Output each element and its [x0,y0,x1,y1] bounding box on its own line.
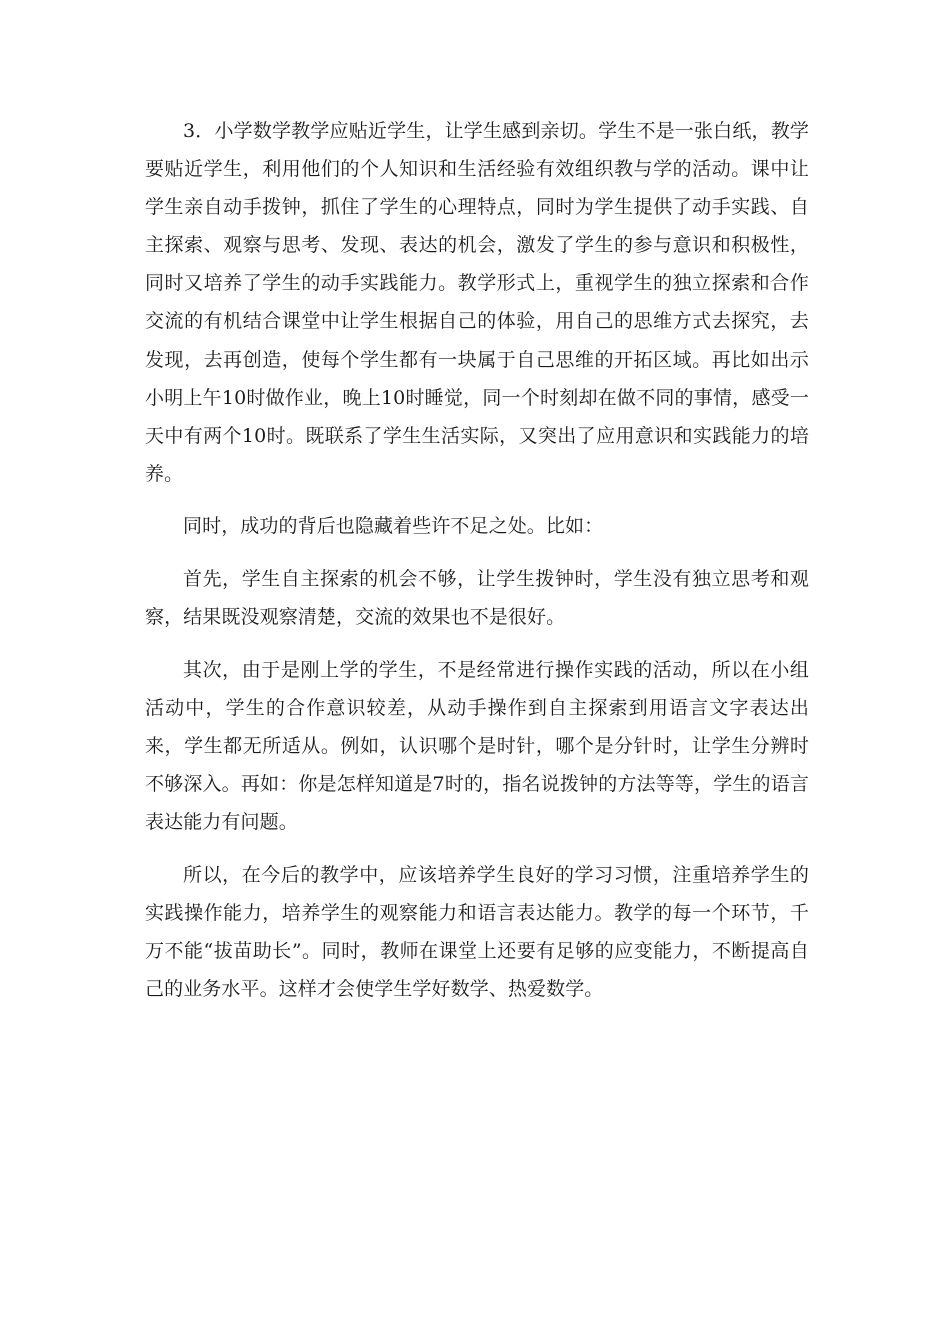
paragraph-4: 其次，由于是刚上学的学生，不是经常进行操作实践的活动，所以在小组活动中，学生的合作意识较差，从动手操作到自主探索到用语言文字表达出来，学生都无所适从。例如，认识哪个是时针，哪个是分针时，让学生分辨时不够深入。再如：你是怎样知道是7时的，指名说拨钟的方法等等，学生的语言表达能力有问题。 [145,658,809,834]
paragraph-3: 首先，学生自主探索的机会不够，让学生拨钟时，学生没有独立思考和观察，结果既没观察清楚，交流的效果也不是很好。 [145,568,809,629]
paragraph-2: 同时，成功的背后也隐藏着些许不足之处。比如： [183,515,604,538]
paragraph-5: 所以，在今后的教学中，应该培养学生良好的学习习惯，注重培养学生的实践操作能力，培养学生的观察能力和语言表达能力。教学的每一个环节，千万不能“拔苗助长”。同时，教师在课堂上还要有足够的应变能力，不断提高自己的业务水平。这样才会使学生学好数学、热爱数学。 [145,863,809,1000]
paragraph-1: 3．小学数学教学应贴近学生，让学生感到亲切。学生不是一张白纸，教学要贴近学生，利用他们的个人知识和生活经验有效组织教与学的活动。课中让学生亲自动手拨钟，抓住了学生的心理特点，同时为学生提供了动手实践、自主探索、观察与思考、发现、表达的机会，激发了学生的参与意识和积极性，同时又培养了学生的动手实践能力。教学形式上，重视学生的独立探索和合作交流的有机结合课堂中让学生根据自己的体验，用自己的思维方式去探究，去发现，去再创造，使每个学生都有一块属于自己思维的开拓区域。再比如出示小明上午10时做作业，晚上10时睡觉，同一个时刻却在做不同的事情，感受一天中有两个10时。既联系了学生生活实际，又突出了应用意识和实践能力的培养。 [145,120,809,485]
document-body [145,112,809,1008]
